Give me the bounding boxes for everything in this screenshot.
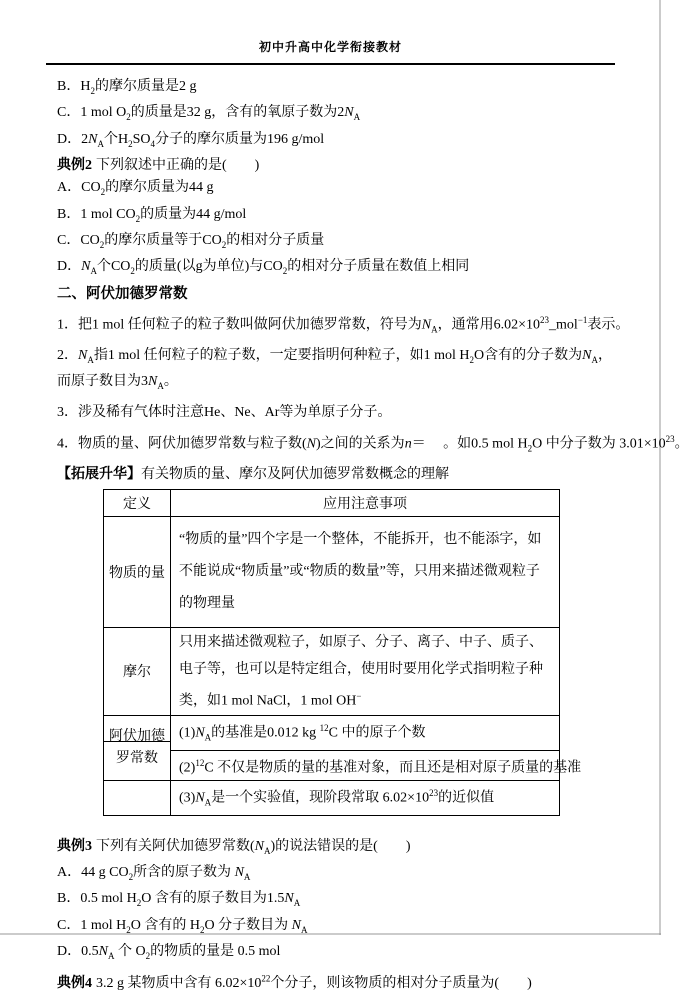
table-header-row — [104, 489, 560, 516]
example2-option-a: A．$CO_2$的摩尔质量为44 g — [57, 180, 214, 198]
table-header-definition: 定义 — [104, 489, 171, 516]
section2-item-1: 1．把1 mol 任何粒子的粒子数叫做阿伏加德罗常数，符号为$N_A$，通常用$6.02\times 10^{23}\_mol^{-1}$表示。 — [57, 315, 630, 335]
term-avogadro-constant: 阿伏加德罗常数 — [104, 716, 171, 781]
example4-question: 3.2 g 某物质中含有 $6.02\times 10^{22}$个分子，则该物质的相对分子质量为( ) — [96, 973, 532, 991]
expansion-title: 有关物质的量、摩尔及阿伏加德罗常数概念的理解 — [141, 467, 449, 483]
note-avogadro-2: $(2)^{12}C$ 不仅是物质的量的基准对象，而且还是相对原子质量的基准 — [171, 750, 560, 781]
note-avogadro-3: $(3)N_A$是一个实验值，现阶段常取 $6.02\times 10^{23}$的近似值 — [171, 781, 560, 815]
section2-item-3: 3．涉及稀有气体时注意He、Ne、Ar等为单原子分子。 — [57, 404, 392, 420]
option-line-b: B．$H_2$的摩尔质量是2 g — [57, 79, 197, 96]
table-row-avogadro-1 — [104, 716, 560, 750]
table-row-avogadro-2 — [104, 750, 560, 781]
term-mole: 摩尔 — [104, 627, 171, 716]
example2-label: 典例2 — [57, 157, 92, 173]
example4-label: 典例4 — [57, 975, 92, 991]
note-amount-of-substance: “物质的量”四个字是一个整体，不能拆开，也不能添字，如不能说成“物质量”或“物质的数量”等，只用来描述微观粒子的物理量 — [171, 516, 560, 627]
page-content — [0, 65, 689, 995]
term-amount-of-substance: 物质的量 — [104, 516, 171, 627]
option-line-d: D．$2N_A$个$H_2SO_4$分子的摩尔质量为196 g/mol — [57, 131, 325, 149]
page-header-title: 初中升高中化学衔接教材 — [258, 40, 402, 54]
term-avogadro-empty — [104, 781, 171, 815]
example3-option-d: D．$0.5N_A$ 个 $O_2$的物质的量是 0.5 mol — [57, 943, 281, 961]
example3-heading — [57, 836, 617, 862]
example4-heading — [57, 967, 617, 995]
example3-label: 典例3 — [57, 838, 92, 854]
example3-option-a: A．44 g $CO_2$所含的原子数为 $N_A$ — [57, 865, 251, 882]
table-header-notes: 应用注意事项 — [171, 489, 560, 516]
note-avogadro-1: $(1)N_A$的基准是0.012 kg $^{12}$C 中的原子个数 — [171, 716, 560, 750]
example2-option-b: B．1 mol $CO_2$的质量为44 g/mol — [57, 206, 247, 224]
example2-heading — [57, 155, 617, 178]
section2-items — [57, 309, 689, 460]
example3-block — [57, 836, 617, 995]
expansion-label: 【拓展升华】 — [57, 467, 141, 483]
expansion-heading — [57, 464, 617, 487]
example2-option-c: C．$CO_2$的摩尔质量等于$CO_2$的相对分子质量 — [57, 232, 325, 250]
example3-option-c: C．1 mol $H_2O$ 含有的 $H_2O$ 分子数目为 $N_A$ — [57, 917, 308, 935]
example2-question: 下列叙述中正确的是( ) — [96, 157, 260, 173]
concept-table — [103, 489, 582, 816]
example3-question: 下列有关阿伏加德罗常数$(N_A)$的说法错误的是( ) — [96, 838, 411, 856]
section2-item-4: 4．物质的量、阿伏加德罗常数与粒子数(N)之间的关系为n＝ 。如0.5 mol $H_2O$ 中分子数为 $3.01\times 10^{23}$。 — [57, 434, 689, 454]
section2-heading: 二、阿伏加德罗常数 — [57, 285, 188, 302]
example2-option-d: D．$N_A$个$CO_2$的质量(以g为单位)与$CO_2$的相对分子质量在数值上相同 — [57, 259, 470, 277]
table-row-avogadro-3 — [104, 781, 560, 815]
table-row-amount-of-substance — [104, 516, 560, 627]
table-row-mole — [104, 627, 560, 716]
option-line-c: C．1 mol $O_2$的质量是32 g，含有的氧原子数为$2N_A$ — [57, 105, 361, 123]
note-mole: 只用来描述微观粒子，如原子、分子、离子、中子、质子、电子等，也可以是特定组合，使用时要用化学式指明粒子种类，如1 mol NaCl，1 mol OH− — [171, 627, 560, 716]
example3-option-b: B．0.5 mol $H_2O$ 含有的原子数目为$1.5N_A$ — [57, 891, 301, 909]
section2-item-2: 2．$N_A$指1 mol 任何粒子的粒子数，一定要指明何种粒子，如1 mol $H_2O$含有的分子数为$N_A$，而原子数目为$3N_A$。 — [57, 348, 612, 392]
